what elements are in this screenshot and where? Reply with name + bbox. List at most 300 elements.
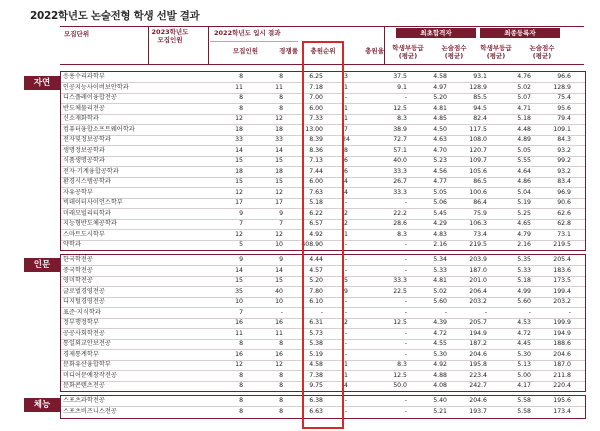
- value-cell: 5.18: [517, 115, 531, 122]
- value-cell: 6.38: [309, 397, 323, 404]
- value-cell: 33.3: [393, 188, 407, 196]
- value-cell: 1: [344, 104, 348, 112]
- value-cell: 62.6: [557, 209, 571, 217]
- table-row: [61, 177, 585, 188]
- value-cell: 5.34: [433, 256, 447, 263]
- value-cell: 4.86: [517, 178, 531, 185]
- value-cell: 75.9: [473, 209, 487, 217]
- value-cell: 4.70: [433, 146, 447, 154]
- value-cell: -: [280, 308, 283, 316]
- value-cell: 15: [235, 178, 243, 185]
- value-cell: 40: [275, 287, 283, 295]
- table-row: [61, 371, 585, 382]
- value-cell: 22.2: [393, 209, 407, 217]
- header-sub-rule: [210, 41, 298, 42]
- header-competition: 경쟁률: [279, 47, 298, 55]
- value-cell: 16: [235, 350, 243, 358]
- table-row: [61, 198, 585, 209]
- value-cell: 183.6: [553, 266, 571, 274]
- value-cell: 211.8: [553, 371, 571, 379]
- table-row: [61, 104, 585, 115]
- value-cell: 5: [239, 241, 243, 248]
- value-cell: 6.25: [309, 73, 323, 80]
- header-top-rule: [60, 26, 584, 27]
- value-cell: 12.5: [393, 104, 407, 112]
- value-cell: 5.20: [309, 277, 323, 284]
- value-cell: -: [344, 308, 348, 316]
- value-cell: 22.5: [393, 287, 407, 295]
- value-cell: 5.35: [517, 256, 531, 263]
- value-cell: 206.4: [469, 287, 487, 295]
- value-cell: 4.99: [517, 287, 531, 295]
- value-cell: 8: [344, 146, 348, 154]
- value-cell: 203.2: [553, 298, 571, 305]
- page-title: 2022학년도 논술전형 학생 선발 결과: [30, 10, 200, 22]
- value-cell: 6.22: [309, 209, 323, 217]
- value-cell: 8: [279, 382, 283, 389]
- unit-name-cell: 약학과: [63, 241, 81, 248]
- value-cell: 242.7: [469, 382, 487, 389]
- value-cell: 9.75: [309, 382, 323, 389]
- value-cell: 62.8: [557, 220, 571, 227]
- value-cell: 5.06: [433, 199, 447, 206]
- table-row: [61, 318, 585, 329]
- unit-name-cell: 스포츠과학전공: [63, 397, 105, 404]
- value-cell: 33.3: [393, 277, 407, 284]
- value-cell: 11: [235, 329, 243, 337]
- value-cell: 108.0: [469, 136, 487, 143]
- value-cell: 205.4: [553, 256, 571, 263]
- value-cell: 4.50: [433, 125, 447, 133]
- unit-name-cell: 식품생명공학과: [63, 157, 105, 164]
- table-row: [61, 72, 585, 83]
- value-cell: 5.33: [433, 266, 447, 274]
- table-row: [61, 125, 585, 136]
- value-cell: 18: [275, 125, 283, 133]
- value-cell: 2: [344, 319, 348, 326]
- value-cell: 8: [239, 397, 243, 404]
- value-cell: 4.72: [517, 329, 531, 337]
- value-cell: 5.00: [517, 371, 531, 379]
- value-cell: 99.2: [557, 157, 571, 164]
- value-cell: 12.5: [393, 319, 407, 326]
- value-cell: 7.80: [309, 287, 323, 295]
- value-cell: 8: [239, 73, 243, 80]
- value-cell: 90.6: [557, 199, 571, 206]
- value-cell: 50.0: [393, 382, 407, 389]
- table-row: [61, 339, 585, 350]
- value-cell: 4.79: [517, 230, 531, 238]
- value-cell: 1: [344, 371, 348, 379]
- table-row: [61, 276, 585, 287]
- value-cell: 4: [344, 188, 348, 196]
- unit-name-cell: 전자·기계융합공학과: [63, 167, 119, 175]
- value-cell: 4.88: [433, 371, 447, 379]
- table-row: [61, 167, 585, 178]
- value-cell: 4.48: [517, 125, 531, 133]
- table-row: [61, 396, 585, 407]
- value-cell: 6.10: [309, 298, 323, 305]
- value-cell: 4.71: [517, 104, 531, 112]
- value-cell: 4.85: [433, 115, 447, 122]
- value-cell: 219.5: [469, 241, 487, 248]
- value-cell: 10: [275, 241, 283, 248]
- value-cell: 85.5: [473, 94, 487, 101]
- value-cell: 7: [239, 308, 243, 316]
- value-cell: 8: [239, 382, 243, 389]
- header-add-rate: 충원율: [365, 47, 384, 55]
- unit-name-cell: 인공지능사이버보안학과: [63, 83, 129, 91]
- value-cell: -: [404, 350, 407, 358]
- value-cell: 93.2: [557, 146, 571, 154]
- value-cell: 5.05: [433, 188, 447, 196]
- value-cell: 5.20: [433, 94, 447, 101]
- value-cell: 4.65: [517, 220, 531, 227]
- value-cell: -: [568, 308, 571, 316]
- value-cell: 4.89: [517, 136, 531, 143]
- value-cell: -: [404, 241, 407, 248]
- value-cell: 1: [344, 230, 348, 238]
- value-cell: 173.4: [553, 407, 571, 415]
- value-cell: 12: [235, 188, 243, 196]
- table-row: [61, 308, 585, 319]
- unit-name-cell: 디스플레이융합전공: [63, 94, 117, 101]
- unit-name-cell: 글로벌경영전공: [63, 287, 105, 295]
- value-cell: -: [404, 298, 407, 305]
- value-cell: 109.7: [469, 157, 487, 164]
- table-row: [61, 188, 585, 199]
- value-cell: -: [344, 266, 348, 274]
- value-cell: 4.29: [433, 220, 447, 227]
- value-cell: 8: [279, 371, 283, 379]
- value-cell: 10: [235, 298, 243, 305]
- value-cell: 205.7: [469, 319, 487, 326]
- value-cell: 5.60: [517, 298, 531, 305]
- value-cell: 5.19: [309, 350, 323, 358]
- value-cell: 193.7: [469, 407, 487, 415]
- value-cell: 12: [275, 230, 283, 238]
- value-cell: 5.18: [309, 199, 323, 206]
- unit-name-cell: 정부행정학부: [63, 319, 99, 326]
- value-cell: 7.13: [309, 157, 323, 164]
- value-cell: 83.4: [557, 178, 571, 185]
- value-cell: 15: [235, 157, 243, 164]
- value-cell: 199.9: [553, 319, 571, 326]
- value-cell: -: [344, 94, 348, 101]
- value-cell: 4.58: [433, 73, 447, 80]
- value-cell: 4: [344, 382, 348, 389]
- value-cell: 220.4: [553, 382, 571, 389]
- section-arts: [60, 395, 586, 419]
- value-cell: 15: [275, 277, 283, 284]
- value-cell: 4.08: [433, 382, 447, 389]
- value-cell: -: [444, 308, 447, 316]
- unit-name-cell: 미래모빌리티학과: [63, 209, 111, 217]
- value-cell: -: [344, 350, 348, 358]
- value-cell: 18: [235, 167, 243, 175]
- value-cell: 199.4: [553, 287, 571, 295]
- value-cell: 117.5: [469, 125, 487, 133]
- value-cell: 4.58: [309, 361, 323, 368]
- value-cell: 12: [275, 188, 283, 196]
- value-cell: -: [404, 266, 407, 274]
- section-tag-arts: 체능: [24, 398, 60, 412]
- value-cell: -: [528, 308, 531, 316]
- value-cell: 203.9: [469, 256, 487, 263]
- header-divider-1: [148, 26, 149, 64]
- value-cell: 11: [275, 329, 283, 337]
- value-cell: 73.1: [557, 230, 571, 238]
- section-humanities: [60, 254, 586, 392]
- header-divider-2: [208, 26, 209, 64]
- value-cell: 120.7: [469, 146, 487, 154]
- value-cell: 128.9: [469, 83, 487, 91]
- value-cell: 4.83: [433, 230, 447, 238]
- value-cell: -: [344, 329, 348, 337]
- value-cell: -: [344, 407, 348, 415]
- table-row: [61, 255, 585, 266]
- unit-name-cell: 응용수리과학부: [63, 73, 105, 80]
- value-cell: 4.45: [517, 340, 531, 347]
- value-cell: -: [344, 199, 348, 206]
- value-cell: 7: [239, 220, 243, 227]
- value-cell: 37.5: [393, 73, 407, 80]
- value-cell: 33: [275, 136, 283, 143]
- value-cell: 93.1: [473, 73, 487, 80]
- value-cell: -: [404, 199, 407, 206]
- value-cell: 7: [344, 125, 348, 133]
- value-cell: 8.3: [397, 230, 407, 238]
- value-cell: 106.3: [469, 220, 487, 227]
- value-cell: 35: [235, 287, 243, 295]
- value-cell: 11: [275, 83, 283, 91]
- value-cell: 14: [275, 266, 283, 274]
- value-cell: 204.6: [469, 397, 487, 404]
- value-cell: -: [404, 94, 407, 101]
- value-cell: 4.56: [433, 167, 447, 175]
- value-cell: 2: [344, 209, 348, 217]
- value-cell: 5: [344, 277, 348, 284]
- value-cell: -: [484, 308, 487, 316]
- value-cell: 10: [275, 298, 283, 305]
- value-cell: 7.44: [309, 167, 323, 175]
- value-cell: 14: [235, 146, 243, 154]
- value-cell: -: [320, 308, 323, 316]
- value-cell: 5.58: [517, 397, 531, 404]
- value-cell: 187.2: [469, 340, 487, 347]
- unit-name-cell: 미디어문예창작전공: [63, 371, 117, 379]
- value-cell: 5.73: [309, 329, 323, 337]
- value-cell: 7.63: [309, 188, 323, 196]
- value-cell: 5.04: [517, 188, 531, 196]
- value-cell: 100.6: [469, 188, 487, 196]
- value-cell: 6: [344, 167, 348, 175]
- value-cell: -: [344, 397, 348, 404]
- table-row: [61, 146, 585, 157]
- table-row: [61, 297, 585, 308]
- table-row: [61, 287, 585, 298]
- value-cell: 18: [275, 167, 283, 175]
- value-cell: 15: [235, 277, 243, 284]
- value-cell: 194.9: [469, 329, 487, 337]
- value-cell: 4.57: [309, 266, 323, 274]
- value-cell: 86.5: [473, 178, 487, 185]
- value-cell: 2: [344, 220, 348, 227]
- value-cell: 4.53: [517, 319, 531, 326]
- value-cell: 7.00: [309, 94, 323, 101]
- value-cell: 15: [275, 178, 283, 185]
- value-cell: 204.6: [469, 350, 487, 358]
- value-cell: 9: [239, 209, 243, 217]
- value-cell: 73.4: [473, 230, 487, 238]
- value-cell: -: [344, 298, 348, 305]
- value-cell: 15: [275, 157, 283, 164]
- value-cell: 12: [235, 230, 243, 238]
- value-cell: 5.07: [517, 94, 531, 101]
- value-cell: 8: [279, 340, 283, 347]
- value-cell: 5.30: [433, 350, 447, 358]
- value-cell: 4.44: [309, 256, 323, 263]
- value-cell: 14: [235, 266, 243, 274]
- value-cell: 6.31: [309, 319, 323, 326]
- value-cell: -: [344, 340, 348, 347]
- value-cell: 2.16: [433, 241, 447, 248]
- value-cell: 57.1: [393, 146, 407, 154]
- value-cell: 5.45: [433, 209, 447, 217]
- value-cell: 2.16: [517, 241, 531, 248]
- value-cell: 8: [239, 407, 243, 415]
- unit-name-cell: 한국학전공: [63, 256, 93, 263]
- value-cell: 5.23: [433, 157, 447, 164]
- value-cell: 8: [239, 371, 243, 379]
- value-cell: 12: [235, 361, 243, 368]
- value-cell: 8: [279, 397, 283, 404]
- value-cell: 16: [275, 350, 283, 358]
- header-quota: 모집인원: [232, 47, 258, 55]
- value-cell: 4: [344, 178, 348, 185]
- unit-name-cell: 반도체물리전공: [63, 104, 105, 112]
- value-cell: -: [404, 407, 407, 415]
- unit-name-cell: 환경시스템공학과: [63, 178, 111, 185]
- value-cell: 75.4: [557, 94, 571, 101]
- value-cell: 8: [239, 94, 243, 101]
- value-cell: 105.6: [469, 167, 487, 175]
- value-cell: 8.3: [397, 115, 407, 122]
- value-cell: 9: [279, 256, 283, 263]
- unit-name-cell: 통일외교안보전공: [63, 340, 111, 347]
- value-cell: 8.3: [397, 361, 407, 368]
- unit-name-cell: 신소재화학과: [63, 115, 99, 122]
- value-cell: 93.2: [557, 167, 571, 175]
- value-cell: 6.00: [309, 178, 323, 185]
- section-tag-nature: 자연: [24, 76, 60, 90]
- table-row: [61, 381, 585, 391]
- value-cell: 5.02: [517, 83, 531, 91]
- header-admission-2022: 2022학년도 입시 결과: [214, 29, 281, 37]
- header-quota-2023: 2023학년도 모집인원: [151, 28, 189, 45]
- value-cell: -: [344, 256, 348, 263]
- value-cell: 5.60: [433, 298, 447, 305]
- value-cell: 26.7: [393, 178, 407, 185]
- value-cell: 8: [239, 104, 243, 112]
- value-cell: 72.7: [393, 136, 407, 143]
- value-cell: 12: [275, 361, 283, 368]
- value-cell: 5.33: [517, 266, 531, 274]
- value-cell: 16: [235, 319, 243, 326]
- value-cell: 12: [275, 115, 283, 122]
- unit-name-cell: 표준·지식학과: [63, 308, 101, 316]
- header-divider-3: [384, 26, 385, 64]
- table-row: [61, 114, 585, 125]
- value-cell: 195.8: [469, 361, 487, 368]
- value-cell: 5.19: [517, 199, 531, 206]
- unit-name-cell: 영미학전공: [63, 277, 93, 284]
- value-cell: 14: [275, 146, 283, 154]
- value-cell: 9: [279, 209, 283, 217]
- value-cell: 9: [344, 287, 348, 295]
- value-cell: 4.81: [433, 277, 447, 284]
- unit-name-cell: 경제통계학부: [63, 350, 99, 358]
- table-row: [61, 329, 585, 340]
- value-cell: 8: [279, 104, 283, 112]
- value-cell: 4.77: [433, 178, 447, 185]
- header-final-pass: 최초합격자: [396, 28, 476, 38]
- unit-name-cell: 디지털경영전공: [63, 298, 105, 305]
- value-cell: 16: [275, 319, 283, 326]
- value-cell: 96.9: [557, 188, 571, 196]
- value-cell: 8.36: [309, 146, 323, 154]
- unit-name-cell: 자유공학부: [63, 188, 93, 196]
- table-row: [61, 360, 585, 371]
- value-cell: 82.4: [473, 115, 487, 122]
- value-cell: 95.6: [557, 104, 571, 112]
- unit-name-cell: 중국학전공: [63, 266, 93, 274]
- value-cell: 6.63: [309, 407, 323, 415]
- value-cell: 4.81: [433, 104, 447, 112]
- value-cell: 408.90: [301, 241, 323, 248]
- value-cell: 11: [235, 83, 243, 91]
- section-tag-humanities: 인문: [24, 258, 60, 272]
- value-cell: 4.55: [433, 340, 447, 347]
- value-cell: 5.58: [517, 407, 531, 415]
- header-final-reg: 최종등록자: [480, 28, 560, 38]
- value-cell: 5.21: [433, 407, 447, 415]
- value-cell: 194.9: [553, 329, 571, 337]
- value-cell: 5.40: [433, 397, 447, 404]
- value-cell: 187.0: [553, 361, 571, 368]
- value-cell: 188.6: [553, 340, 571, 347]
- value-cell: 6.57: [309, 220, 323, 227]
- section-nature: [60, 71, 586, 251]
- value-cell: 33.3: [393, 167, 407, 175]
- value-cell: 8: [279, 94, 283, 101]
- value-cell: 4.63: [433, 136, 447, 143]
- value-cell: 28.6: [393, 220, 407, 227]
- unit-name-cell: 빅데이터사이언스학부: [63, 199, 123, 206]
- value-cell: 5.30: [517, 350, 531, 358]
- value-cell: 7.18: [309, 83, 323, 91]
- value-cell: 7.38: [309, 371, 323, 379]
- header-essay-avg-1: 논술점수 (평균): [441, 44, 467, 61]
- value-cell: 195.6: [553, 397, 571, 404]
- unit-name-cell: 문화유산융합학부: [63, 361, 111, 368]
- value-cell: 173.5: [553, 277, 571, 284]
- table-row: [61, 93, 585, 104]
- value-cell: 4.92: [309, 230, 323, 238]
- value-cell: 6.00: [309, 104, 323, 112]
- unit-name-cell: 생명정보공학과: [63, 146, 105, 154]
- value-cell: 13.00: [305, 125, 323, 133]
